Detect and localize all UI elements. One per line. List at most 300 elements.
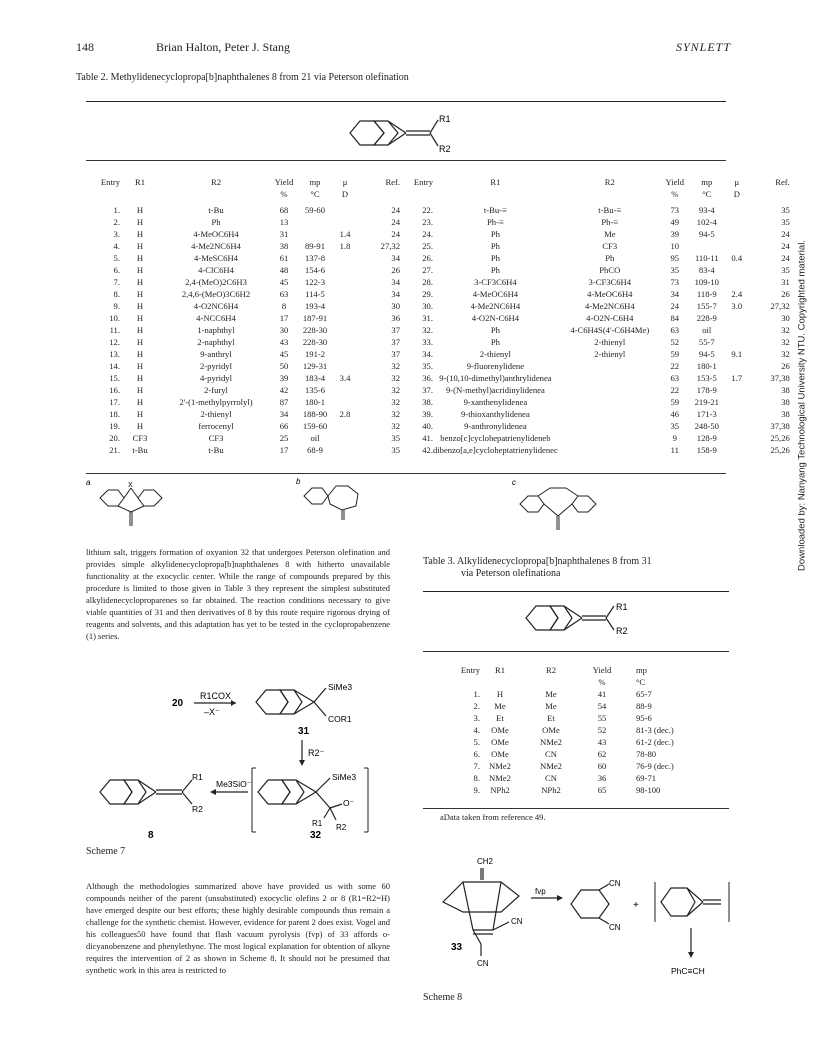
table-row-cell: 114-5 xyxy=(305,289,325,299)
table2-units-row-cell xyxy=(86,188,120,200)
table-row-cell: 14. xyxy=(109,361,120,371)
table-row-cell xyxy=(726,396,748,408)
s8-ch2: CH2 xyxy=(477,857,494,866)
table-row-cell: 9 xyxy=(672,433,677,443)
table-row-cell: 22 xyxy=(670,385,680,395)
table3-header-row-cell: R1 xyxy=(494,665,506,675)
table3-header-row-cell: Yield xyxy=(592,665,612,675)
table-row-cell xyxy=(334,300,356,312)
table-row xyxy=(86,372,400,384)
table-row-cell: 32 xyxy=(391,385,400,395)
table-row xyxy=(86,204,400,216)
table-row-cell: dibenzo[a,e]cycloheptatrienylidenec xyxy=(433,445,558,455)
table-row-cell: 35 xyxy=(670,421,680,431)
table-row-cell: 89-91 xyxy=(304,241,326,251)
table2-header-row-cell: R1 xyxy=(490,177,501,187)
table-row-cell: 8. xyxy=(473,773,480,783)
table-row xyxy=(413,204,790,216)
table-row-cell: 52 xyxy=(670,337,680,347)
table-row-cell xyxy=(558,372,662,384)
table3 xyxy=(452,664,706,796)
table-row-cell xyxy=(334,384,356,396)
table-row-cell: 32 xyxy=(391,409,400,419)
table2-header-row-cell: R1 xyxy=(134,177,146,187)
table2-header-row-cell: R2 xyxy=(604,177,615,187)
table-row-cell: 7. xyxy=(113,277,120,287)
table-row-cell: 37 xyxy=(391,337,400,347)
table-row xyxy=(86,240,400,252)
table-row-cell: 8. xyxy=(113,289,120,299)
journal-name: SYNLETT xyxy=(676,40,732,54)
table-row-cell: 3-CF3C6H4 xyxy=(588,277,632,287)
table-row-cell: 159-60 xyxy=(302,421,328,431)
table-row-cell: CN xyxy=(545,749,557,759)
table-row-cell: 68-9 xyxy=(307,445,323,455)
table-row-cell: 3. xyxy=(473,713,480,723)
table-row-cell: 9-(N-methyl)acridinylidenea xyxy=(446,385,545,395)
table2-header-row-cell: μ xyxy=(734,177,740,187)
t3-r1-label: R1 xyxy=(616,602,628,612)
table-row-cell: 1-naphthyl xyxy=(197,325,235,335)
table-row-cell xyxy=(334,264,356,276)
table-row-cell: 95 xyxy=(670,253,680,263)
table-row-cell: 23. xyxy=(422,217,433,227)
table-row-cell: 26 xyxy=(781,289,790,299)
table-row-cell: 4-MeOC6H4 xyxy=(472,289,519,299)
table-row-cell: 24 xyxy=(670,301,680,311)
table-row-cell: 29. xyxy=(422,289,433,299)
table-row-cell: 30 xyxy=(391,301,400,311)
table-row-cell: 129-31 xyxy=(302,361,328,371)
table2-header-row-cell: Yield xyxy=(274,177,294,187)
running-authors: Brian Halton, Peter J. Stang xyxy=(156,40,290,54)
table-row-cell xyxy=(558,408,662,420)
table-row-cell: 9-xanthenylidenea xyxy=(463,397,528,407)
t3-r2-label: R2 xyxy=(616,626,628,636)
table-row-cell: 63 xyxy=(670,373,680,383)
table-row-cell: H xyxy=(136,337,144,347)
table-row xyxy=(413,360,790,372)
table-row-cell xyxy=(726,444,748,456)
s8-cn-c: CN xyxy=(609,879,621,888)
table-row-cell xyxy=(296,228,334,240)
table-row-cell: 83-4 xyxy=(698,265,715,275)
table-row-cell: 32 xyxy=(781,325,790,335)
table-row-cell: 2-thienyl xyxy=(200,409,232,419)
s8-fvp: fvp xyxy=(535,887,546,896)
table2-units-row-cell xyxy=(120,188,160,200)
table-row-cell: 228-9 xyxy=(696,313,717,323)
table-row-cell xyxy=(334,252,356,264)
table-row-cell: H xyxy=(136,301,144,311)
table-row-cell: 153-5 xyxy=(696,373,717,383)
scheme7-diagram xyxy=(86,670,406,840)
table-row xyxy=(413,396,790,408)
table-row-cell: H xyxy=(136,421,144,431)
table-row-cell: 34. xyxy=(422,349,433,359)
table-row-cell: 31 xyxy=(781,277,790,287)
table3-units-row-cell xyxy=(452,676,480,688)
table-row-cell: CF3 xyxy=(602,241,618,251)
table-row xyxy=(413,348,790,360)
table2-units-row-cell: % xyxy=(280,189,288,199)
s7-compound-32: 32 xyxy=(310,830,322,840)
table-row-cell: 61-2 (dec.) xyxy=(636,737,674,747)
table-row xyxy=(413,336,790,348)
table-row-cell: NMe2 xyxy=(489,773,511,783)
table-row-cell: NPh2 xyxy=(490,785,510,795)
table-row-cell: 4-MeSC6H4 xyxy=(194,253,238,263)
table-row-cell: 4. xyxy=(113,241,120,251)
table-row-cell: 38 xyxy=(781,397,790,407)
table-row-cell: 39. xyxy=(422,409,433,419)
table-row xyxy=(452,724,706,736)
table-row xyxy=(452,700,706,712)
table-row-cell: 43 xyxy=(597,737,607,747)
table-row-cell xyxy=(334,336,356,348)
table-row-cell: 28. xyxy=(422,277,433,287)
table-row-cell: Ph xyxy=(490,229,500,239)
table-row-cell: 3.0 xyxy=(731,301,743,311)
table-row-cell: 9.1 xyxy=(731,349,743,359)
table-row xyxy=(86,384,400,396)
table-row-cell: 35. xyxy=(422,361,433,371)
table-row-cell: 2-pyridyl xyxy=(200,361,232,371)
table-row-cell: 30 xyxy=(781,313,790,323)
table-row-cell: 39 xyxy=(670,229,680,239)
table-row-cell: 4-pyridyl xyxy=(200,373,232,383)
table-row-cell: 2'-(1-methylpyrrolyl) xyxy=(179,397,253,407)
table-row-cell: 41. xyxy=(422,433,433,443)
table-row-cell: 4-MeOC6H4 xyxy=(587,289,633,299)
table3-structure xyxy=(520,596,640,642)
table-row-cell: H xyxy=(136,349,144,359)
table-row xyxy=(413,264,790,276)
table-row-cell: 9-(10,10-dimethyl)anthrylidenea xyxy=(439,373,552,383)
s7-o-minus: O⁻ xyxy=(343,798,355,808)
table3-header-row xyxy=(452,664,706,676)
table-row-cell: t-Bu xyxy=(208,205,224,215)
table-row-cell: 37,38 xyxy=(770,421,790,431)
table-row xyxy=(413,432,790,444)
s8-plus: + xyxy=(633,900,639,911)
table-row-cell: 17 xyxy=(279,313,289,323)
table-row-cell: 32 xyxy=(391,361,400,371)
table-row-cell: 33. xyxy=(422,337,433,347)
table-row-cell: 4-C6H4S(4'-C6H4Me) xyxy=(570,325,650,335)
table-row-cell: Ph-≡ xyxy=(487,217,504,227)
table-row-cell: 178-9 xyxy=(696,385,717,395)
table-row-cell: H xyxy=(136,397,144,407)
table-row-cell: 73 xyxy=(670,277,680,287)
table-row-cell: 5. xyxy=(113,253,120,263)
table-row-cell: 4-NCC6H4 xyxy=(196,313,236,323)
table-row-cell: 34 xyxy=(670,289,680,299)
table2-units-row-cell xyxy=(413,188,433,200)
table-row-cell: 24 xyxy=(781,253,790,263)
table-row-cell: 6. xyxy=(473,749,480,759)
table-row-cell: H xyxy=(136,313,144,323)
table-row-cell: 2-furyl xyxy=(204,385,228,395)
table-row-cell: 78-80 xyxy=(636,749,657,759)
table-row-cell: H xyxy=(136,361,144,371)
table-row xyxy=(413,324,790,336)
table-row-cell: 94-5 xyxy=(698,349,715,359)
table-row xyxy=(452,688,706,700)
svg-text:c: c xyxy=(512,478,516,487)
table-row xyxy=(86,420,400,432)
table-row xyxy=(86,396,400,408)
table-row-cell: OMe xyxy=(491,725,509,735)
table-row-cell: 30 xyxy=(279,325,289,335)
table3-units-row-cell xyxy=(480,676,520,688)
table-row-cell xyxy=(726,408,748,420)
table-row-cell xyxy=(726,240,748,252)
s7-sime3-32: SiMe3 xyxy=(332,772,357,782)
table-row-cell: 24 xyxy=(781,241,790,251)
s7-sime3-top: SiMe3 xyxy=(328,682,353,692)
table-row-cell xyxy=(726,228,748,240)
table2-right xyxy=(413,176,790,456)
table-row-cell: 3-CF3C6H4 xyxy=(474,277,517,287)
table3-header-row-cell: Entry xyxy=(460,665,480,675)
table-row xyxy=(413,312,790,324)
table-row-cell: 55 xyxy=(597,713,607,723)
table2-header-row xyxy=(413,176,790,188)
table-row-cell: 20. xyxy=(109,433,120,443)
table-row xyxy=(452,736,706,748)
table-row-cell: 30. xyxy=(422,301,433,311)
svg-text:a: a xyxy=(86,478,91,487)
table-row-cell: 2. xyxy=(473,701,480,711)
table2-header-row-cell: Ref. xyxy=(775,177,790,187)
s7-reagent-me3sio: Me3SiO⁻ xyxy=(216,779,252,789)
table-row-cell: 24. xyxy=(422,229,433,239)
table-row-cell: 1.4 xyxy=(339,229,351,239)
table-row-cell: 0.4 xyxy=(731,253,743,263)
table2-units-row-cell xyxy=(356,188,400,200)
table-row-cell: 248-50 xyxy=(694,421,719,431)
body-paragraph-1: lithium salt, triggers formation of oxyanion 32 that undergoes Peterson olefination and provides simple alkylidenecyclopropa[b]naphthalenes 8 with hitherto unavailable functionality at the exocyclic center. While the range of compounds prepared by this procedure is limited to those given in Table 3 they represent the simplest substituted alkylidenecycloproparenes so far obtained. The reaction conditions necessary to give viable quantities of 31 and then derivatives of 8 by this route require rigorous drying of reagents and solvents, and this adaptation has yet to be tested in the cyclopropabenzene (1) series. xyxy=(86,547,390,641)
table-row-cell: 22 xyxy=(670,361,680,371)
table-row-cell xyxy=(334,348,356,360)
table-row-cell: 1.7 xyxy=(731,373,743,383)
s7-compound-8: 8 xyxy=(148,830,154,840)
table-row-cell: 37 xyxy=(391,325,400,335)
table-row-cell: 24 xyxy=(781,229,790,239)
table-row-cell: 9-anthryl xyxy=(200,349,232,359)
table-row-cell: Et xyxy=(547,713,555,723)
table-row-cell: t-Bu-≡ xyxy=(598,205,622,215)
table-row-cell: 34 xyxy=(391,277,400,287)
table-row-cell: Me xyxy=(545,689,557,699)
table-row xyxy=(86,216,400,228)
table-row-cell xyxy=(558,420,662,432)
table-row-cell: 13 xyxy=(279,217,289,227)
table-row-cell: 31. xyxy=(422,313,433,323)
table-row-cell: 94-5 xyxy=(698,229,715,239)
table2-header-row xyxy=(86,176,400,188)
table-row-cell: 27,32 xyxy=(380,241,400,251)
table-row-cell: H xyxy=(136,253,144,263)
table-row-cell: 36 xyxy=(597,773,607,783)
table-row-cell: 63 xyxy=(279,289,289,299)
table-row-cell: Ph xyxy=(605,253,615,263)
table-row xyxy=(452,772,706,784)
table-row-cell: 36 xyxy=(391,313,400,323)
table-row-cell: 2,4,6-(MeO)3C6H2 xyxy=(181,289,251,299)
s8-cn-d: CN xyxy=(609,923,621,932)
table-row xyxy=(86,312,400,324)
download-watermark: Downloaded by: Nanyang Technological University NTU. Copyrighted material. xyxy=(796,240,808,571)
table2-structure xyxy=(340,108,470,158)
table-row xyxy=(86,324,400,336)
table-row-cell: H xyxy=(136,217,144,227)
s8-cn-b: CN xyxy=(477,959,489,968)
table-row-cell: 9. xyxy=(113,301,120,311)
table-row-cell: CF3 xyxy=(132,433,148,443)
table-row-cell: 36. xyxy=(422,373,433,383)
table2-header-row-cell: μ xyxy=(342,177,348,187)
table-row-cell: 25,26 xyxy=(770,445,790,455)
table-row-cell: 1.8 xyxy=(339,241,351,251)
table-row-cell: 27,32 xyxy=(770,301,790,311)
table-row-cell: 4-Me2NC6H4 xyxy=(191,241,241,251)
table-row-cell: NMe2 xyxy=(489,761,511,771)
table-row-cell xyxy=(726,216,748,228)
table-row-cell: 118-9 xyxy=(696,289,717,299)
s7-compound-20: 20 xyxy=(172,698,184,709)
table-row-cell: 42. xyxy=(422,445,433,455)
table-row-cell: 88-9 xyxy=(636,701,652,711)
footnote-c-structure xyxy=(508,476,618,538)
table-row-cell: H xyxy=(136,205,144,215)
table-row-cell xyxy=(726,324,748,336)
table-row-cell xyxy=(558,432,662,444)
table-row-cell xyxy=(334,288,356,300)
table-row-cell: 17 xyxy=(279,445,289,455)
table-row-cell: 45 xyxy=(279,277,289,287)
table2-top-rule xyxy=(86,101,726,102)
table-row xyxy=(413,276,790,288)
table3-header-rule xyxy=(423,651,729,652)
table-row-cell: 171-3 xyxy=(696,409,717,419)
table2-units-row xyxy=(86,188,400,200)
s7-r2-8: R2 xyxy=(192,804,203,814)
table-row-cell: 154-6 xyxy=(304,265,326,275)
table-row-cell: Ph xyxy=(490,265,500,275)
table-row-cell: 41 xyxy=(597,689,607,699)
table-row-cell: 61 xyxy=(279,253,289,263)
table-row-cell: 4-ClC6H4 xyxy=(198,265,234,275)
s7-r1-8: R1 xyxy=(192,772,203,782)
table-row-cell xyxy=(726,420,748,432)
table-row-cell: 27. xyxy=(422,265,433,275)
table-row-cell xyxy=(334,216,356,228)
table3-bottom-rule xyxy=(423,808,729,809)
table-row-cell: OMe xyxy=(491,737,509,747)
table-row-cell: 32 xyxy=(391,421,400,431)
table-row-cell: 34 xyxy=(279,409,289,419)
table-row-cell: 11 xyxy=(670,445,679,455)
table-row-cell: 4-O2N-C6H4 xyxy=(586,313,634,323)
table-row-cell: 68 xyxy=(279,205,289,215)
table-row-cell: H xyxy=(136,325,144,335)
table2-header-row-cell: Yield xyxy=(665,177,685,187)
table-row-cell: 38 xyxy=(279,241,289,251)
table-row-cell: 187-91 xyxy=(302,313,328,323)
table2-units-row-cell xyxy=(160,188,272,200)
table-row-cell: 4-O2N-C6H4 xyxy=(471,313,520,323)
table-row-cell: CF3 xyxy=(208,433,224,443)
table2-caption: Table 2. Methylidenecyclopropa[b]naphthalenes 8 from 21 via Peterson olefination xyxy=(76,72,409,83)
table-row-cell: 5. xyxy=(473,737,480,747)
table-row-cell: 12. xyxy=(109,337,120,347)
table-row-cell: 37. xyxy=(422,385,433,395)
table-row-cell: 49 xyxy=(670,217,680,227)
table-row-cell: H xyxy=(136,289,144,299)
table-row-cell: 2. xyxy=(113,217,120,227)
table-row xyxy=(413,444,790,456)
table2-units-row-cell: % xyxy=(671,189,679,199)
table-row-cell: 59-60 xyxy=(304,205,326,215)
table2-header-rule xyxy=(86,160,726,161)
table-row xyxy=(452,748,706,760)
table-row-cell: H xyxy=(136,229,144,239)
table2-units-row xyxy=(413,188,790,200)
svg-text:b: b xyxy=(296,477,301,486)
table-row-cell: 4-MeOC6H4 xyxy=(193,229,239,239)
table-row-cell: 7. xyxy=(473,761,480,771)
table3-header-row-cell: mp xyxy=(636,665,647,675)
s8-cn-a: CN xyxy=(511,917,523,926)
scheme8-label: Scheme 8 xyxy=(423,992,463,1003)
table-row-cell: 37,38 xyxy=(770,373,790,383)
table-row-cell: benzo[c]cyclohepatrienylideneb xyxy=(440,433,551,443)
table-row-cell xyxy=(334,444,356,456)
table-row-cell: 35 xyxy=(670,265,680,275)
table3-top-rule xyxy=(423,591,729,592)
table-row-cell: 26 xyxy=(391,265,400,275)
s8-compound-33: 33 xyxy=(451,942,463,953)
table-row-cell: 158-9 xyxy=(696,445,717,455)
table-row-cell xyxy=(334,324,356,336)
svg-text:X: X xyxy=(128,482,133,489)
table-row-cell: 26 xyxy=(781,361,790,371)
table2-header-row-cell: Entry xyxy=(100,177,120,187)
s7-cor1: COR1 xyxy=(328,714,352,724)
table-row-cell: 11. xyxy=(109,325,120,335)
table-row-cell: 59 xyxy=(670,397,680,407)
table-row-cell xyxy=(334,420,356,432)
table-row-cell: 65-7 xyxy=(636,689,652,699)
table-row-cell: 191-2 xyxy=(304,349,326,359)
table-row-cell: 43 xyxy=(279,337,289,347)
table-row-cell: 93-4 xyxy=(698,205,715,215)
table-row-cell xyxy=(334,312,356,324)
table-row-cell: 54 xyxy=(597,701,607,711)
table-row-cell: 110-11 xyxy=(694,253,719,263)
table-row-cell xyxy=(558,360,662,372)
table-row-cell: 25 xyxy=(279,433,289,443)
table-row-cell xyxy=(334,276,356,288)
footnote-b-structure xyxy=(296,476,386,526)
table-row-cell: Me xyxy=(494,701,506,711)
table-row-cell: 1. xyxy=(473,689,480,699)
table-row-cell: 180-1 xyxy=(304,397,326,407)
table-row-cell xyxy=(726,276,748,288)
table-row-cell: Ph xyxy=(490,253,500,263)
